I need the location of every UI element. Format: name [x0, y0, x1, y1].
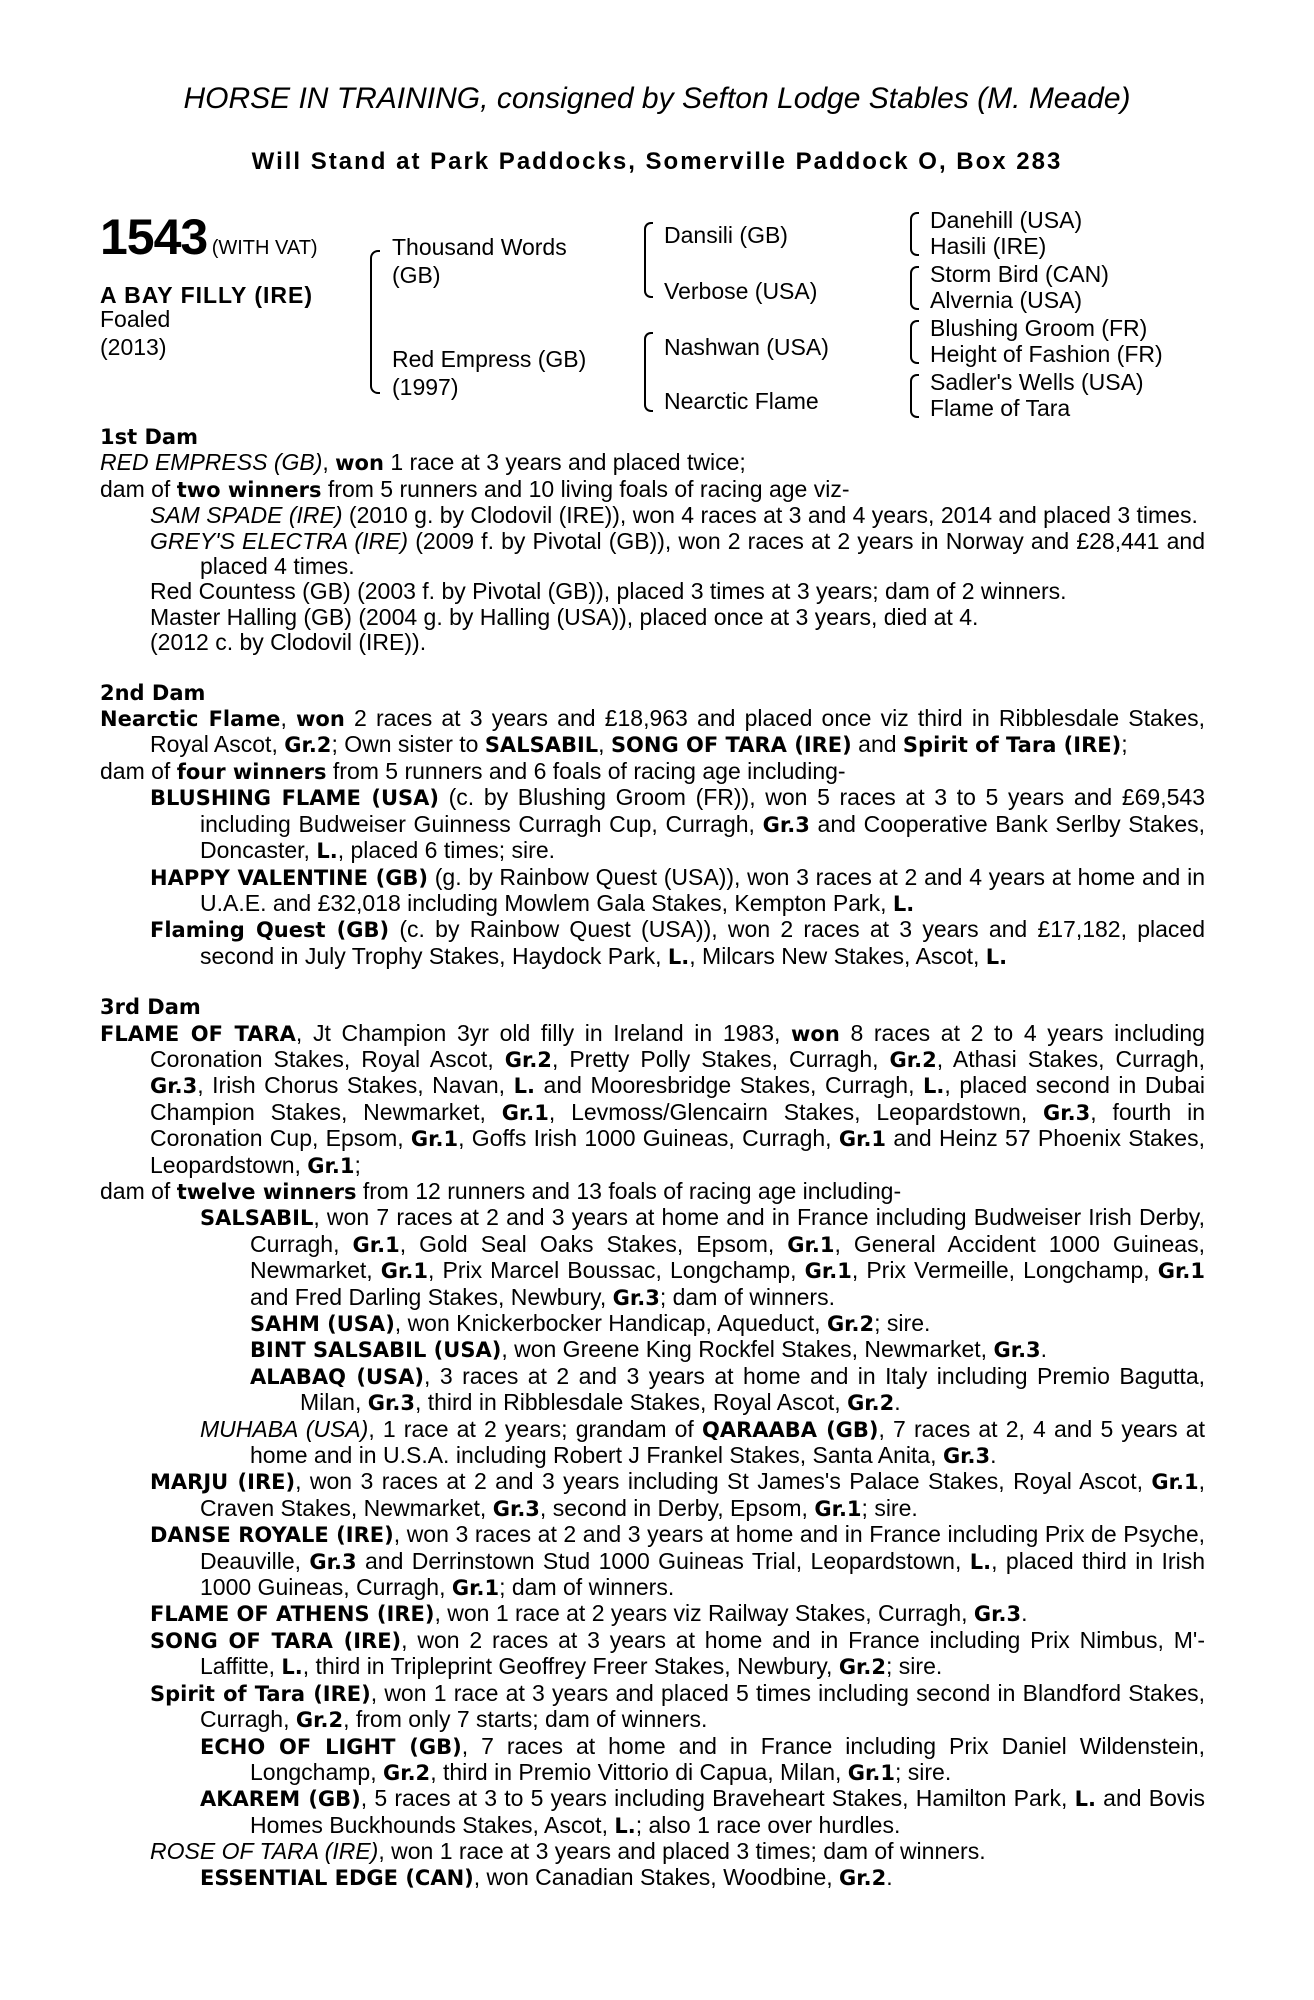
ggp-1: Danehill (USA) — [930, 207, 1083, 233]
progeny-entry: HAPPY VALENTINE (GB) (g. by Rainbow Quest (USA)), won 3 races at 2 and 4 years at home and in U.A.E. and £32,018 including Mowlem Gala Stakes, Kempton Park, L. — [150, 863, 1205, 916]
pedigree-brace-g1 — [910, 212, 919, 256]
progeny-entry: GREY'S ELECTRA (IRE) (2009 f. by Pivotal (GB)), won 2 races at 2 years in Norway and £28,441 and placed 4 times. — [150, 527, 1205, 580]
foaled-label: Foaled — [100, 306, 171, 332]
dam-record-line: Nearctic Flame, won 2 races at 3 years and £18,963 and placed once viz third in Ribblesdale Stakes, Royal Ascot, Gr.2; Own sister to SALSABIL, SONG OF TARA (IRE) and Spirit of Tara (IRE); — [100, 705, 1205, 758]
pedigree-brace-g4 — [910, 374, 919, 418]
progeny-entry: ESSENTIAL EDGE (CAN), won Canadian Stakes, Woodbine, Gr.2. — [200, 1863, 893, 1890]
sire-country: (GB) — [392, 262, 441, 288]
progeny-entry: SALSABIL, won 7 races at 2 and 3 years at home and in France including Budweiser Irish Derby, Curragh, Gr.1, Gold Seal Oaks Stakes, Epsom, Gr.1, General Accident 1000 Guineas, Newmarket, Gr.1, Prix Marcel Boussac, Longchamp, Gr.1, Prix Vermeille, Longchamp, Gr.1 and Fred Darling Stakes, Newbury, Gr.3; dam of winners. — [200, 1204, 1205, 1310]
third-dam-section — [100, 1021, 1205, 1891]
dam-record-line: RED EMPRESS (GB), won 1 race at 3 years and placed twice; — [100, 449, 746, 476]
dam-record-line: FLAME OF TARA, Jt Champion 3yr old filly in Ireland in 1983, won 8 races at 2 to 4 years including Coronation Stakes, Royal Ascot, Gr.2, Pretty Polly Stakes, Curragh, Gr.2, Athasi Stakes, Curragh, Gr.3, Irish Chorus Stakes, Navan, L. and Mooresbridge Stakes, Curragh, L., placed second in Dubai Champion Stakes, Newmarket, Gr.1, Levmoss/Glencairn Stakes, Leopardstown, Gr.3, fourth in Coronation Cup, Epsom, Gr.1, Goffs Irish 1000 Guineas, Curragh, Gr.1 and Heinz 57 Phoenix Stakes, Leopardstown, Gr.1; — [100, 1019, 1205, 1178]
progeny-entry: Spirit of Tara (IRE), won 1 race at 3 years and placed 5 times including second in Blandford Stakes, Curragh, Gr.2, from only 7 starts; dam of winners. — [150, 1679, 1206, 1733]
progeny-entry: BLUSHING FLAME (USA) (c. by Blushing Groom (FR)), won 5 races at 3 to 5 years and £69,543 including Budweiser Guinness Curragh Cup, Curragh, Gr.3 and Cooperative Bank Serlby Stakes, Doncaster, L., placed 6 times; sire. — [150, 784, 1205, 864]
progeny-entry: DANSE ROYALE (IRE), won 3 races at 2 and 3 years at home and in France including Prix de Psyche, Deauville, Gr.3 and Derrinstown Stud 1000 Guineas Trial, Leopardstown, L., placed third in Irish 1000 Guineas, Curragh, Gr.1; dam of winners. — [150, 1521, 1206, 1601]
lot-heading — [100, 209, 318, 265]
third-dam-heading: 3rd Dam — [100, 995, 201, 1020]
second-dam-heading: 2nd Dam — [100, 680, 206, 705]
ggp-6: Height of Fashion (FR) — [930, 341, 1163, 367]
second-dam-section — [100, 706, 1205, 970]
sire-name: Thousand Words — [392, 234, 567, 260]
pedigree-brace-sire — [644, 222, 653, 298]
progeny-entry: FLAME OF ATHENS (IRE), won 1 race at 2 years viz Railway Stakes, Curragh, Gr.3. — [150, 1600, 1028, 1627]
progeny-entry: Red Countess (GB) (2003 f. by Pivotal (GB)), placed 3 times at 3 years; dam of 2 winners. — [150, 578, 1067, 605]
progeny-entry: BINT SALSABIL (USA), won Greene King Rockfel Stakes, Newmarket, Gr.3. — [250, 1336, 1048, 1363]
family-details — [100, 425, 1205, 1891]
progeny-entry: ECHO OF LIGHT (GB), 7 races at home and in France including Prix Daniel Wildenstein, Longchamp, Gr.2, third in Premio Vittorio di Capua, Milan, Gr.1; sire. — [200, 1732, 1205, 1785]
consignor-header: HORSE IN TRAINING, consigned by Sefton Lodge Stables (M. Meade) — [183, 82, 1131, 115]
sire-dam: Verbose (USA) — [664, 278, 818, 304]
ggp-7: Sadler's Wells (USA) — [930, 369, 1144, 395]
progeny-entry: MUHABA (USA), 1 race at 2 years; grandam of QARAABA (GB), 7 races at 2, 4 and 5 years at home and in U.S.A. including Robert J Frankel Stakes, Santa Anita, Gr.3. — [200, 1415, 1205, 1469]
sire-sire: Dansili (GB) — [664, 222, 788, 248]
progeny-entry: (2012 c. by Clodovil (IRE)). — [150, 629, 427, 656]
ggp-3: Storm Bird (CAN) — [930, 261, 1109, 287]
progeny-entry: AKAREM (GB), 5 races at 3 to 5 years including Braveheart Stakes, Hamilton Park, L. and Bovis Homes Buckhounds Stakes, Ascot, L.; also 1 race over hurdles. — [200, 1785, 1205, 1838]
progeny-entry: ALABAQ (USA), 3 races at 2 and 3 years at home and in Italy including Premio Bagutta, Milan, Gr.3, third in Ribblesdale Stakes, Royal Ascot, Gr.2. — [250, 1362, 1205, 1416]
foaled-year: (2013) — [100, 334, 167, 360]
ggp-2: Hasili (IRE) — [930, 233, 1047, 259]
dam-year: (1997) — [392, 374, 459, 400]
dam-record-line: dam of twelve winners from 12 runners and 13 foals of racing age including- — [100, 1177, 902, 1204]
progeny-entry: MARJU (IRE), won 3 races at 2 and 3 years including St James's Palace Stakes, Royal Ascot, Gr.1, Craven Stakes, Newmarket, Gr.3, second in Derby, Epsom, Gr.1; sire. — [150, 1468, 1205, 1521]
progeny-entry: SAM SPADE (IRE) (2010 g. by Clodovil (IRE)), won 4 races at 3 and 4 years, 2014 and placed 3 times. — [150, 502, 1198, 529]
dam-dam: Nearctic Flame — [664, 388, 819, 414]
stand-location: Will Stand at Park Paddocks, Somerville Paddock O, Box 283 — [251, 148, 1063, 175]
ggp-5: Blushing Groom (FR) — [930, 315, 1148, 341]
dam-sire: Nashwan (USA) — [664, 334, 829, 360]
progeny-entry: Master Halling (GB) (2004 g. by Halling (USA)), placed once at 3 years, died at 4. — [150, 603, 979, 630]
first-dam-section — [100, 450, 1205, 655]
progeny-entry: SONG OF TARA (IRE), won 2 races at 3 years at home and in France including Prix Nimbus, M'-Laffitte, L., third in Tripleprint Geoffrey Freer Stakes, Newbury, Gr.2; sire. — [150, 1626, 1205, 1680]
horse-name: A BAY FILLY (IRE) — [100, 282, 313, 308]
progeny-entry: ROSE OF TARA (IRE), won 1 race at 3 years and placed 3 times; dam of winners. — [150, 1838, 986, 1865]
ggp-4: Alvernia (USA) — [930, 287, 1083, 313]
dam-record-line: dam of two winners from 5 runners and 10 living foals of racing age viz- — [100, 475, 850, 502]
pedigree-brace-dam — [644, 332, 653, 412]
pedigree-brace-g2 — [910, 266, 919, 310]
vat-label: (WITH VAT) — [211, 237, 318, 259]
progeny-entry: SAHM (USA), won Knickerbocker Handicap, Aqueduct, Gr.2; sire. — [250, 1310, 931, 1336]
lot-number: 1543 — [100, 209, 208, 265]
progeny-entry: Flaming Quest (GB) (c. by Rainbow Quest (USA)), won 2 races at 3 years and £17,182, placed second in July Trophy Stakes, Haydock Park, L., Milcars New Stakes, Ascot, L. — [150, 916, 1205, 969]
dam-record-line: dam of four winners from 5 runners and 6 foals of racing age including- — [100, 757, 846, 784]
dam-name: Red Empress (GB) — [392, 346, 587, 372]
pedigree-brace-main — [370, 250, 380, 394]
ggp-8: Flame of Tara — [930, 395, 1071, 421]
first-dam-heading: 1st Dam — [100, 425, 198, 449]
pedigree-brace-g3 — [910, 320, 919, 364]
